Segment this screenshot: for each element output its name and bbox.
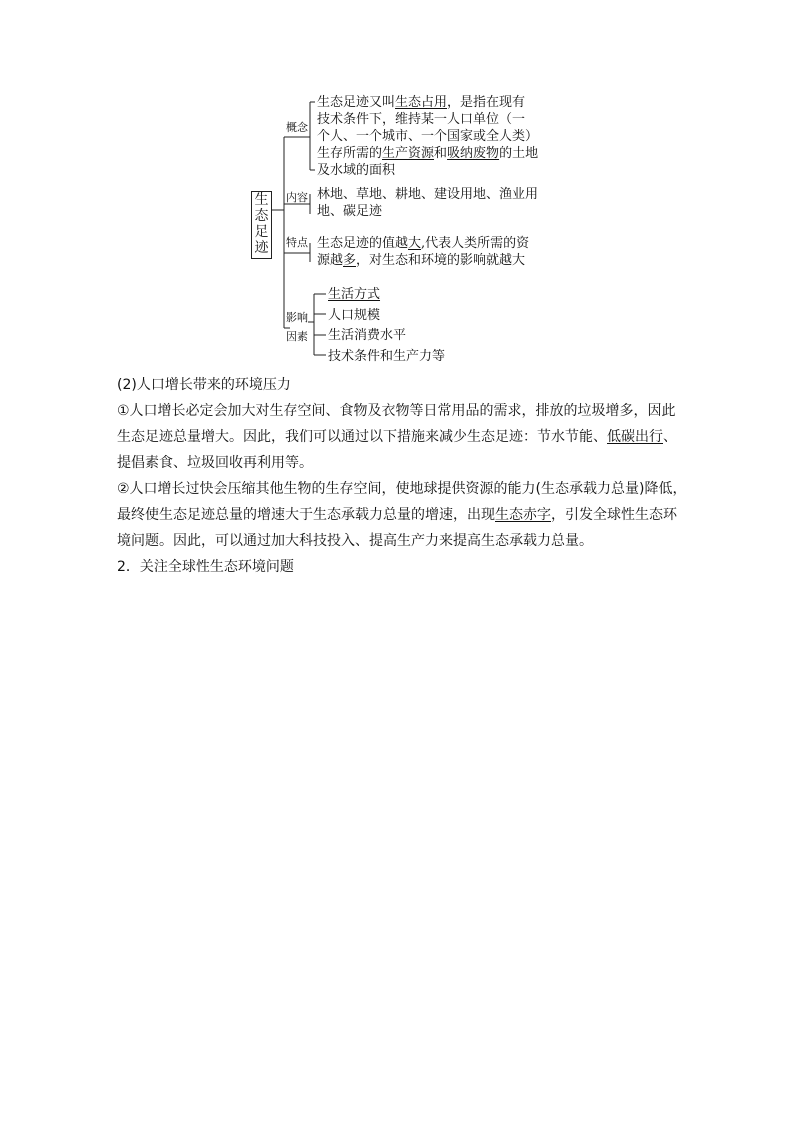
text-line <box>117 502 687 528</box>
text-line <box>317 203 538 220</box>
underlined-term: 生态赤字 <box>495 507 551 523</box>
text-line <box>328 306 445 327</box>
text-line <box>317 111 538 128</box>
text-segment: 境问题。因此，可以通过加大科技投入、提高生产力来提高生态承载力总量。 <box>117 533 593 549</box>
text-segment: 生存所需的 <box>317 146 383 161</box>
underlined-term: 生态占用 <box>395 95 448 110</box>
text-line <box>317 128 538 145</box>
root-char: 生 <box>254 192 269 208</box>
text-segment: 源越 <box>317 253 344 268</box>
underlined-term: 生产资源 <box>382 146 435 161</box>
text-line <box>117 450 687 476</box>
text-segment: 个人、一个城市、一个国家或全人类） <box>317 129 539 144</box>
text-segment: 及水域的面积 <box>317 163 396 178</box>
underlined-term: 大 <box>408 236 422 251</box>
text-line <box>117 398 687 424</box>
text-line <box>317 235 529 252</box>
category-label-factors-line2: 因素 <box>286 330 308 343</box>
text-segment: 提倡素食、垃圾回收再利用等。 <box>117 455 313 471</box>
text-segment: ，对生态和环境的影响就越大 <box>356 253 526 268</box>
text-line <box>317 162 538 179</box>
text-segment: ②人口增长过快会压缩其他生物的生存空间，使地球提供资源的能力(生态承载力总量)降低， <box>117 481 687 497</box>
text-segment: 技术条件和生产力等 <box>328 348 446 364</box>
section-heading-population-pressure: (2)人口增长带来的环境压力 <box>117 377 291 393</box>
text-segment: 技术条件下，维持某一人口单位（一 <box>317 112 526 127</box>
text-line <box>328 326 445 347</box>
text-line <box>328 285 445 306</box>
root-char: 态 <box>254 208 269 224</box>
heading-global-eco-issues: 2．关注全球性生态环境问题 <box>117 559 294 575</box>
root-char: 迹 <box>254 240 269 256</box>
underlined-term: 低碳出行 <box>607 429 663 445</box>
category-label-feature: 特点 <box>286 236 308 249</box>
text-line <box>117 528 687 554</box>
text-segment: ，引发全球性生态环 <box>551 507 677 523</box>
text-line <box>117 424 687 450</box>
text-segment: 地、碳足迹 <box>317 204 383 219</box>
underlined-term: 生活方式 <box>328 287 381 302</box>
feature-text <box>317 235 529 269</box>
ecological-footprint-diagram <box>0 0 794 380</box>
text-segment: 生态足迹又叫 <box>317 95 396 110</box>
paragraph-footprint-increase <box>117 398 687 476</box>
category-label-content: 内容 <box>286 191 308 204</box>
text-line <box>317 252 529 269</box>
text-segment: 生态足迹的值越 <box>317 236 409 251</box>
text-segment: 的土地 <box>499 146 539 161</box>
text-line <box>317 94 538 111</box>
text-segment: 最终使生态足迹总量的增速大于生态承载力总量的增速，出现 <box>117 507 495 523</box>
root-node-ecological-footprint <box>251 191 272 259</box>
text-segment: 、 <box>663 429 677 445</box>
text-segment: 生活消费水平 <box>328 328 407 343</box>
text-line <box>328 347 445 368</box>
category-label-factors-line1: 影响 <box>286 311 308 324</box>
text-segment: ①人口增长必定会加大对生存空间、食物及衣物等日常用品的需求，排放的垃圾增多，因此 <box>117 403 676 419</box>
text-segment: ,代表人类所需的资 <box>421 236 530 251</box>
text-segment: 林地、草地、耕地、建设用地、渔业用 <box>317 187 539 202</box>
text-segment: 生态足迹总量增大。因此，我们可以通过以下措施来减少生态足迹：节水节能、 <box>117 429 607 445</box>
paragraph-ecological-deficit <box>117 476 687 554</box>
text-line <box>317 145 538 162</box>
text-line <box>317 186 538 203</box>
underlined-term: 吸纳废物 <box>447 146 500 161</box>
factors-list <box>328 285 445 367</box>
concept-text <box>317 94 538 179</box>
text-segment: ，是指在现有 <box>447 95 526 110</box>
text-segment: 人口规模 <box>328 307 381 323</box>
content-text <box>317 186 538 220</box>
text-line <box>117 476 687 502</box>
category-label-concept: 概念 <box>286 121 308 134</box>
underlined-term: 多 <box>343 253 357 268</box>
text-segment: 和 <box>434 146 448 161</box>
root-char: 足 <box>254 224 269 240</box>
